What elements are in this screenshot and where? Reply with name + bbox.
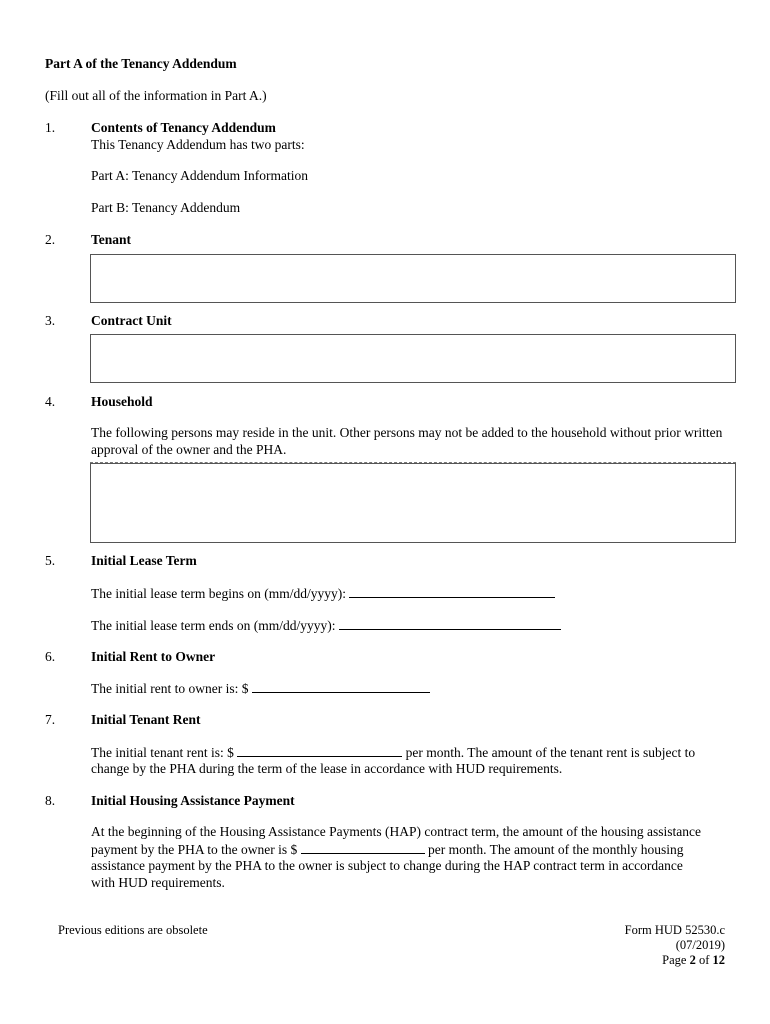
section-7-number: 7. (45, 712, 56, 727)
section-4-heading: Household (91, 394, 153, 409)
section-1-part-a: Part A: Tenancy Addendum Information (91, 168, 309, 183)
hap-payment-field[interactable] (301, 841, 425, 854)
lease-end-date-field[interactable] (339, 617, 561, 630)
contract-unit-field[interactable] (90, 334, 736, 383)
hap-payment-suffix: per month. The amount of the monthly housing (427, 842, 684, 857)
section-2-heading: Tenant (91, 232, 132, 247)
hap-text-line1: At the beginning of the Housing Assistance Payments (HAP) contract term, the amount of the housing assistance (91, 824, 702, 839)
lease-ends-label: The initial lease term ends on (mm/dd/yyyy): (91, 618, 336, 633)
section-8-number: 8. (45, 793, 56, 808)
section-6-number: 6. (45, 649, 56, 664)
section-2-number: 2. (45, 232, 56, 247)
hap-payment-label: payment by the PHA to the owner is $ (91, 842, 298, 857)
hap-text-line3: assistance payment by the PHA to the owner is subject to change during the HAP contract term in accordance (91, 858, 683, 873)
page-label: Page (662, 953, 687, 967)
section-3-number: 3. (45, 313, 56, 328)
page-total: 12 (712, 953, 725, 967)
section-5-number: 5. (45, 553, 56, 568)
section-7-heading: Initial Tenant Rent (91, 712, 201, 727)
tenant-rent-text: change by the PHA during the term of the lease in accordance with HUD requirements. (91, 761, 563, 776)
form-date: (07/2019) (675, 938, 725, 952)
lease-begins-row (91, 585, 555, 602)
lease-begin-date-field[interactable] (349, 585, 555, 598)
lease-begins-label: The initial lease term begins on (mm/dd/yyyy): (91, 586, 346, 601)
page-of: of (698, 953, 710, 967)
page-number (662, 952, 725, 968)
section-3-heading: Contract Unit (91, 313, 172, 328)
rent-to-owner-field[interactable] (252, 680, 430, 693)
form-number: Form HUD 52530.c (624, 923, 725, 937)
section-4-number: 4. (45, 394, 56, 409)
section-1-heading: Contents of Tenancy Addendum (91, 120, 276, 135)
section-1-text: This Tenancy Addendum has two parts: (91, 137, 305, 152)
tenant-rent-suffix: per month. The amount of the tenant rent is subject to (405, 745, 696, 760)
section-6-heading: Initial Rent to Owner (91, 649, 216, 664)
section-5-heading: Initial Lease Term (91, 553, 197, 568)
rent-to-owner-label: The initial rent to owner is: $ (91, 681, 249, 696)
tenant-rent-label: The initial tenant rent is: $ (91, 745, 234, 760)
household-field[interactable] (90, 463, 736, 543)
section-8-heading: Initial Housing Assistance Payment (91, 793, 295, 808)
hap-text-line4: with HUD requirements. (91, 875, 225, 890)
tenant-field[interactable] (90, 254, 736, 303)
page-current: 2 (689, 953, 696, 967)
tenant-rent-field[interactable] (237, 744, 402, 757)
rent-to-owner-row (91, 680, 430, 697)
section-1-part-b: Part B: Tenancy Addendum (91, 200, 241, 215)
page-title: Part A of the Tenancy Addendum (45, 56, 237, 71)
footer-note: Previous editions are obsolete (58, 923, 208, 937)
hap-payment-row (91, 841, 683, 858)
lease-ends-row (91, 617, 561, 634)
section-1-number: 1. (45, 120, 56, 135)
tenant-rent-row (91, 744, 695, 761)
household-text: The following persons may reside in the unit. Other persons may not be added to the household without prior written approval of the owner and the PHA. (91, 425, 723, 457)
instruction-text: (Fill out all of the information in Part A.) (45, 88, 267, 103)
